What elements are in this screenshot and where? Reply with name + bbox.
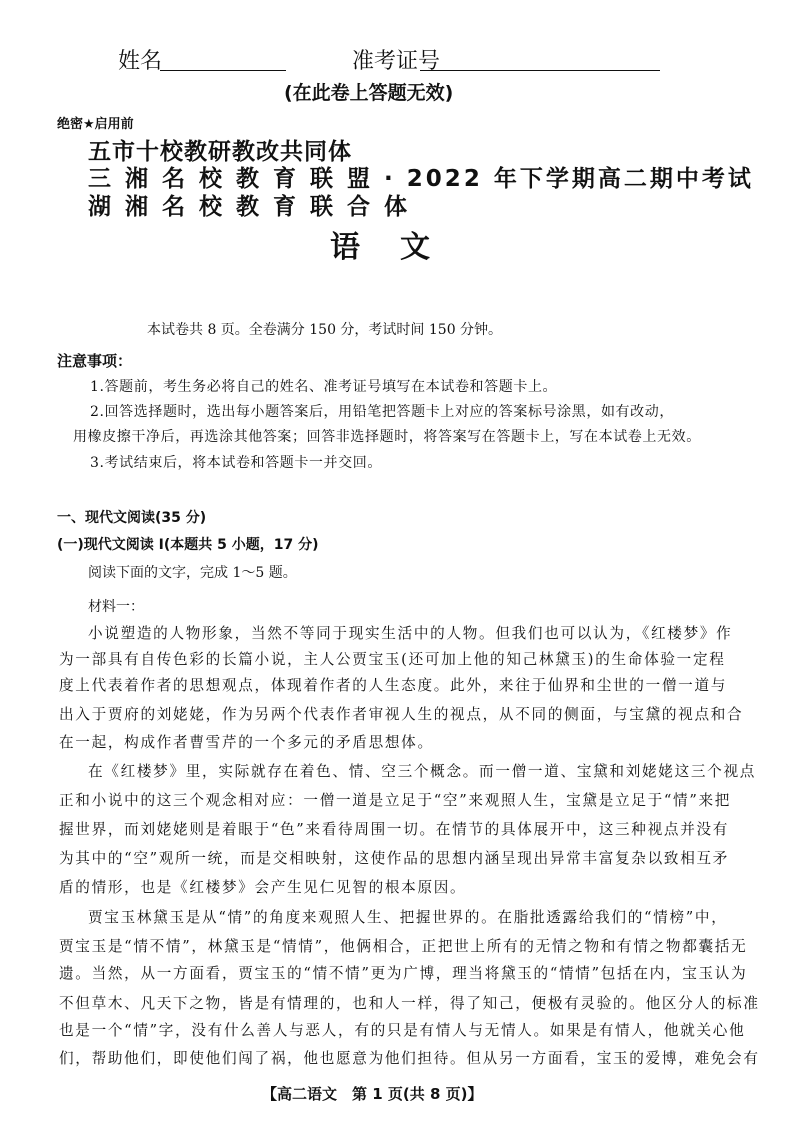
passage-line: 为一部具有自传色彩的长篇小说，主人公贾宝玉(还可加上他的知己林黛玉)的生命体验一定程 (59, 651, 726, 668)
passage-line: 盾的情形，也是《红楼梦》会产生见仁见智的根本原因。 (59, 879, 467, 896)
notice-item: 3.考试结束后，将本试卷和答题卡一并交回。 (90, 455, 382, 471)
organizer-line: 三 湘 名 校 教 育 联 盟 · 2022 年下学期高二期中考试 (88, 166, 754, 192)
passage-line: 在一起，构成作者曹雪芹的一个多元的矛盾思想体。 (59, 734, 434, 751)
secret-mark: 绝密★启用前 (57, 117, 134, 132)
passage-line: 遗。当然，从一方面看，贾宝玉的“情不情”更为广博，理当将黛玉的“情情”包括在内，宝玉认为 (59, 965, 748, 982)
notice-item: 1.答题前，考生务必将自己的姓名、准考证号填写在本试卷和答题卡上。 (90, 379, 558, 395)
section-title: 一、现代文阅读(35 分) (57, 510, 207, 526)
subsection-title: (一)现代文阅读 Ⅰ(本题共 5 小题，17 分) (57, 537, 319, 553)
passage-line: 也是一个“情”字，没有什么善人与恶人，有的只是有情人与无情人。如果是有情人，他就关心他 (59, 1022, 746, 1039)
passage-line: 小说塑造的人物形象，当然不等同于现实生活中的人物。但我们也可以认为，《红楼梦》作 (88, 625, 733, 642)
passage-line: 不但草木、凡天下之物，皆是有情理的，也和人一样，得了知己，便极有灵验的。他区分人的标准 (59, 995, 760, 1012)
passage-line: 们，帮助他们，即使他们闯了祸，他也愿意为他们担待。但从另一方面看，宝玉的爱博，难免会有 (59, 1050, 760, 1067)
page-footer: 【高二语文 第 1 页(共 8 页)】 (262, 1085, 483, 1103)
passage-line: 出入于贾府的刘姥姥，作为另两个代表作者审视人生的视点，从不同的侧面，与宝黛的视点和合 (59, 706, 744, 723)
passage-line: 为其中的“空”观所一统，而是交相映射，这使作品的思想内涵呈现出异常丰富复杂以致相互矛 (59, 850, 730, 867)
name-blank-line (160, 70, 286, 71)
notice-title: 注意事项： (57, 352, 133, 370)
notice-item: 2.回答选择题时，选出每小题答案后，用铅笔把答题卡上对应的答案标号涂黑，如有改动， (90, 404, 674, 420)
exam-id-label: 准考证号 (352, 49, 441, 74)
subject-title: 语文 (330, 230, 470, 265)
reading-instruction: 阅读下面的文字，完成 1～5 题。 (88, 565, 297, 581)
passage-line: 正和小说中的这三个观念相对应：一僧一道是立足于“空”来观照人生，宝黛是立足于“情”来把 (59, 792, 732, 809)
exam-intro: 本试卷共 8 页。全卷满分 150 分，考试时间 150 分钟。 (147, 322, 503, 338)
passage-line: 贾宝玉是“情不情”，林黛玉是“情情”，他俩相合，正把世上所有的无情之物和有情之物都囊括无 (59, 938, 748, 955)
organizer-line: 湖 湘 名 校 教 育 联 合 体 (88, 194, 411, 220)
notice-item: 用橡皮擦干净后，再选涂其他答案；回答非选择题时，将答案写在答题卡上，写在本试卷上无效。 (73, 429, 701, 445)
invalid-answer-note: (在此卷上答题无效) (284, 82, 454, 104)
organizer-line: 五市十校教研教改共同体 (88, 139, 352, 165)
exam-id-blank-line (420, 70, 660, 71)
passage-line: 握世界，而刘姥姥则是着眼于“色”来看待周围一切。在情节的具体展开中，这三种视点并没有 (59, 821, 730, 838)
passage-line: 在《红楼梦》里，实际就存在着色、情、空三个概念。而一僧一道、宝黛和刘姥姥这三个视点 (88, 763, 757, 780)
material-label: 材料一： (88, 599, 144, 615)
passage-line: 度上代表着作者的思想观点，体现着作者的人生态度。此外，来往于仙界和尘世的一僧一道与 (59, 677, 728, 694)
passage-line: 贾宝玉林黛玉是从“情”的角度来观照人生、把握世界的。在脂批透露给我们的“情榜”中， (88, 909, 728, 926)
name-label: 姓名 (118, 49, 163, 74)
